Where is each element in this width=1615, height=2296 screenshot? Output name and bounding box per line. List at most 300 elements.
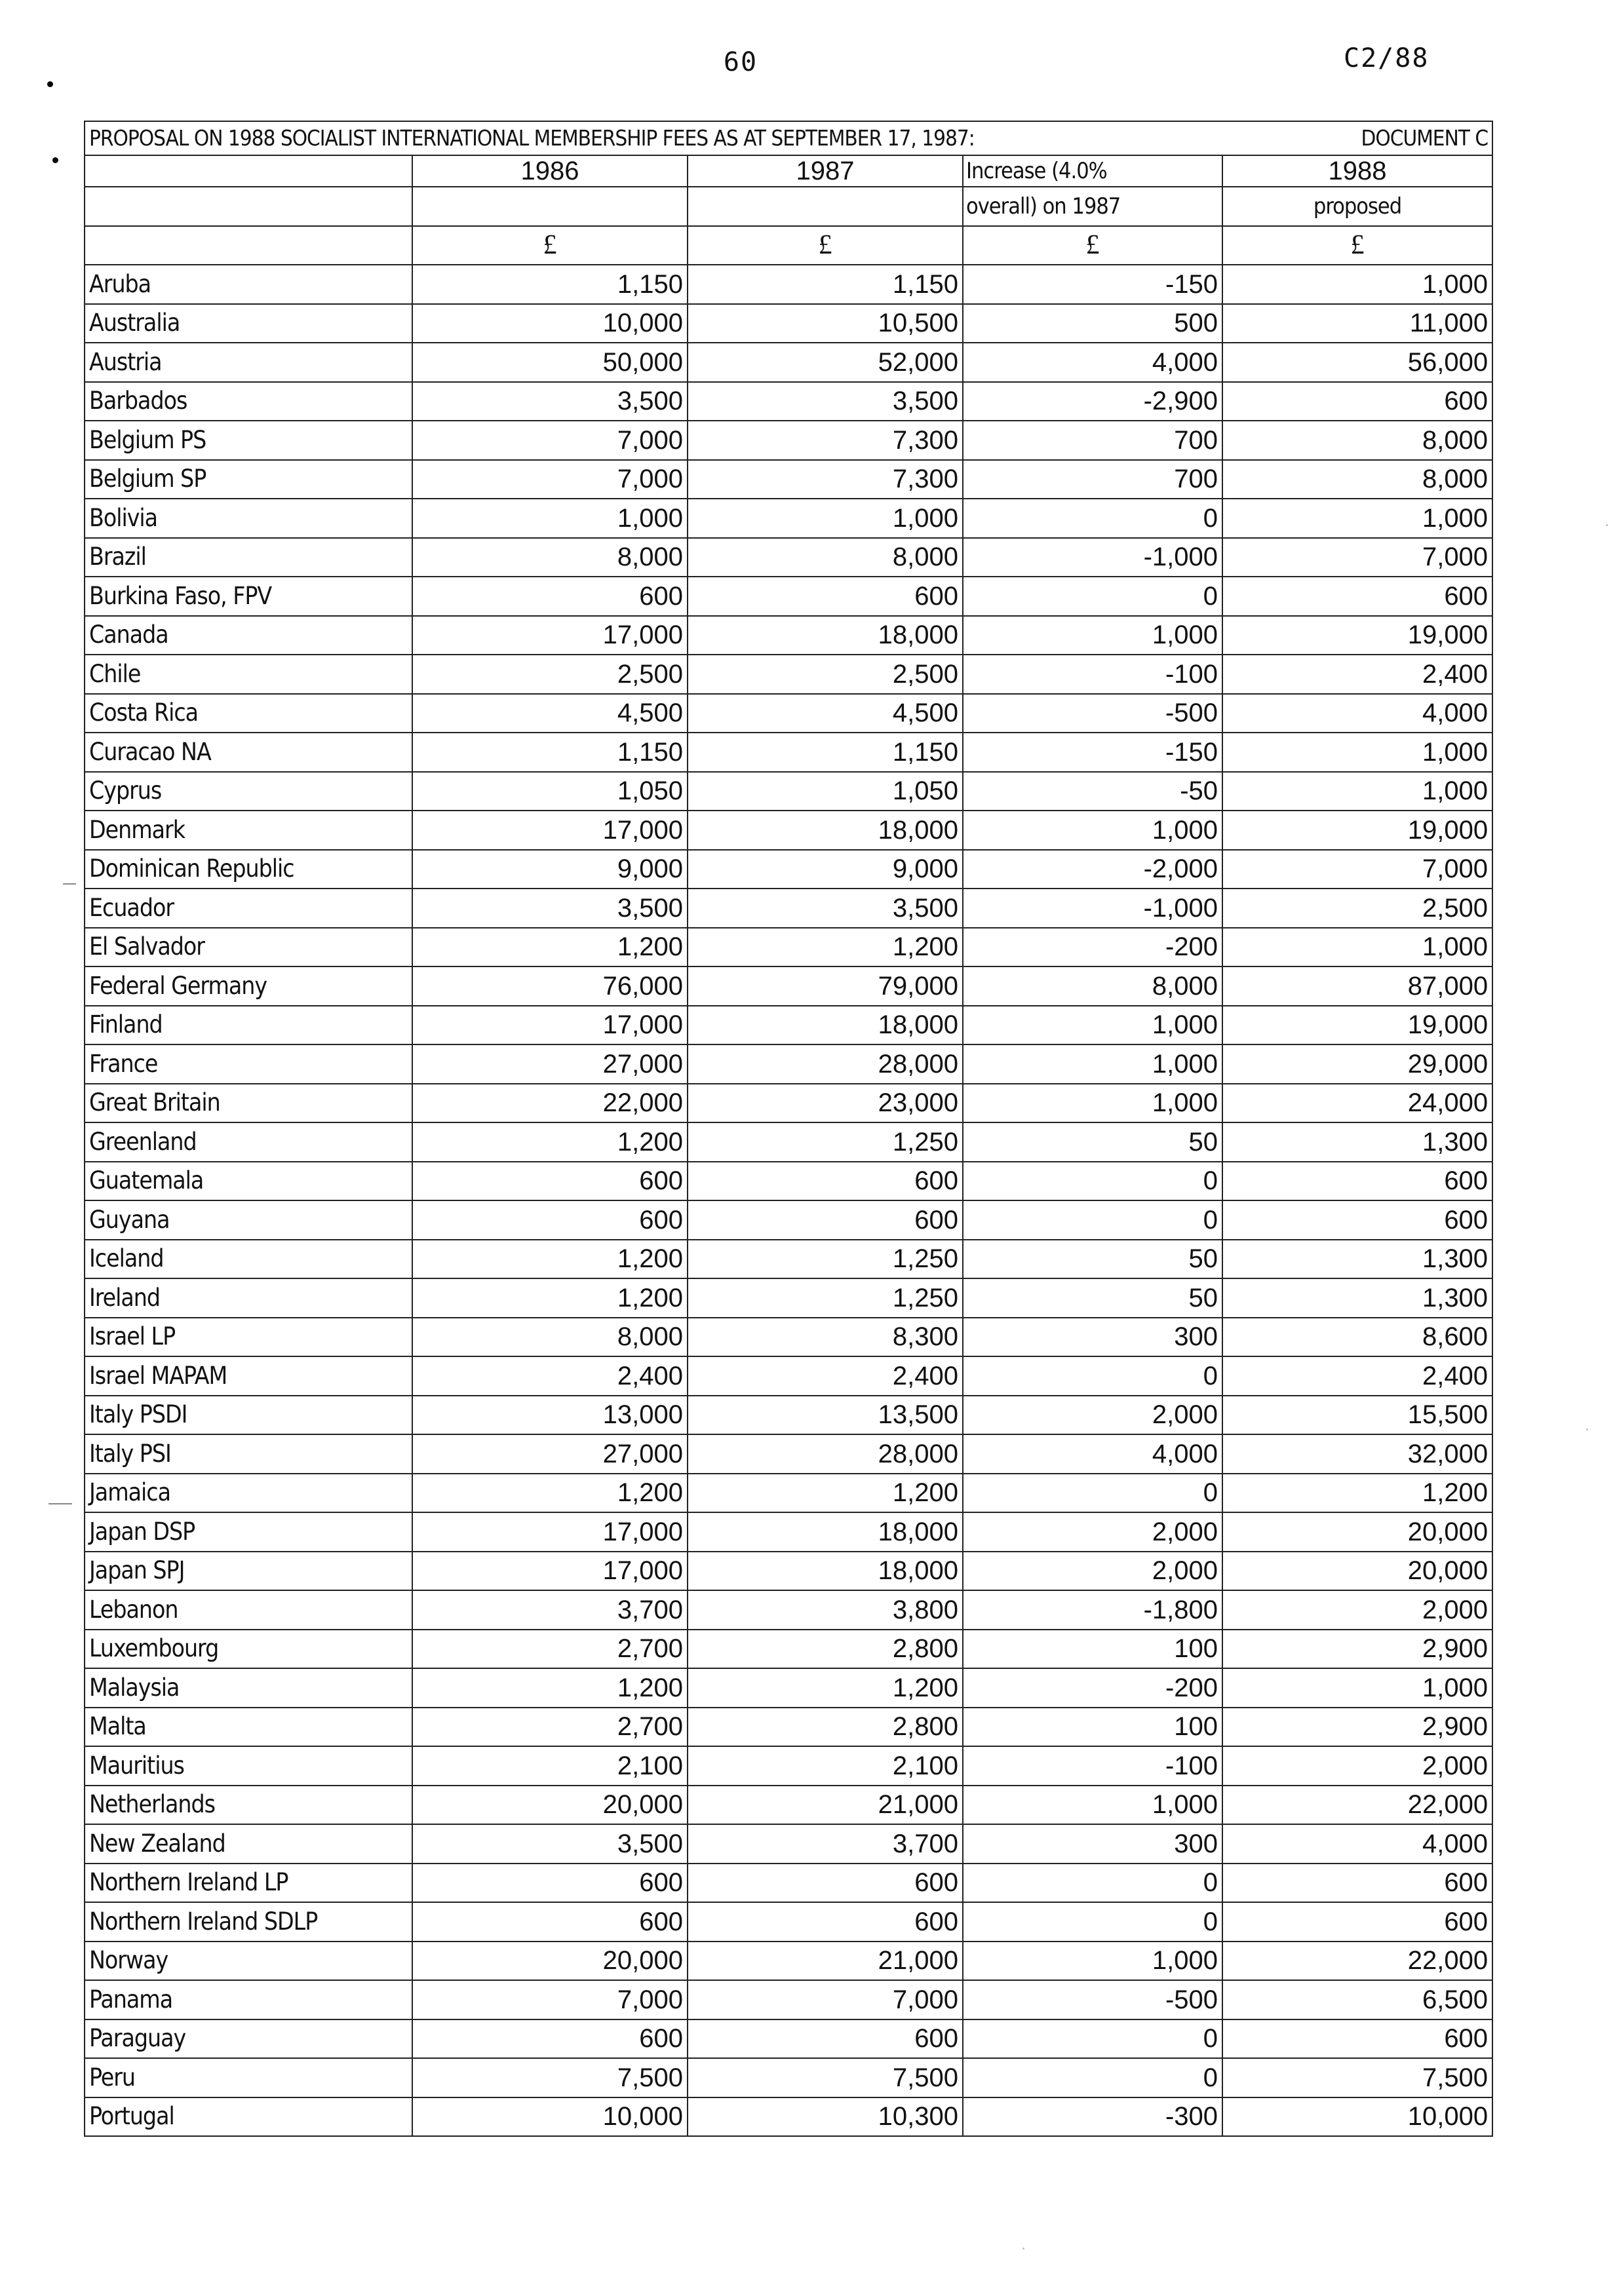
table-row [85,928,1492,967]
country-party-name: Guatemala [85,1162,412,1201]
fee-1986-cell: 1,200 [412,1278,688,1318]
currency-symbol: £ [688,226,963,265]
fee-1987-cell: 18,000 [688,1552,963,1591]
document-reference: C2/88 [1344,43,1430,73]
fee-1986-cell: 1,200 [412,1240,688,1279]
country-party-name: Peru [85,2058,412,2097]
increase-cell: 700 [963,421,1222,460]
fee-1987-cell: 9,000 [688,850,963,889]
fee-1986-cell: 50,000 [412,343,688,382]
table-row [85,1512,1492,1552]
fee-1987-cell: 18,000 [688,1006,963,1045]
page-number: 60 [723,47,758,77]
fee-1988-proposed-cell: 1,000 [1222,772,1492,811]
fee-1986-cell: 17,000 [412,1512,688,1552]
fee-1987-cell: 21,000 [688,1942,963,1981]
increase-cell: -2,900 [963,382,1222,421]
increase-cell: -200 [963,928,1222,967]
fee-1986-cell: 17,000 [412,616,688,655]
fee-1986-cell: 22,000 [412,1084,688,1123]
fee-1987-cell: 28,000 [688,1434,963,1474]
country-party-name: Jamaica [85,1474,412,1513]
country-party-name: Malaysia [85,1668,412,1708]
increase-cell: 0 [963,2058,1222,2097]
fee-1986-cell: 27,000 [412,1044,688,1084]
header-1987: 1987 [688,155,963,187]
increase-cell: 1,000 [963,1006,1222,1045]
fee-1988-proposed-cell: 1,000 [1222,733,1492,772]
country-party-name: Canada [85,616,412,655]
increase-cell: -300 [963,2097,1222,2137]
fee-1986-cell: 4,500 [412,694,688,733]
header-row-years [85,155,1492,187]
margin-dot [47,81,53,87]
table-row [85,1552,1492,1591]
increase-cell: 0 [963,577,1222,616]
fee-1987-cell: 18,000 [688,616,963,655]
fee-1988-proposed-cell: 19,000 [1222,811,1492,850]
country-party-name: Iceland [85,1240,412,1279]
increase-cell: -200 [963,1668,1222,1708]
table-row [85,1356,1492,1396]
increase-cell: 100 [963,1630,1222,1669]
country-party-name: Burkina Faso, FPV [85,577,412,616]
country-party-name: Panama [85,1980,412,2019]
fee-1986-cell: 9,000 [412,850,688,889]
fee-1988-proposed-cell: 10,000 [1222,2097,1492,2137]
country-party-name: Belgium SP [85,460,412,499]
header-blank [85,155,412,187]
country-party-name: Lebanon [85,1590,412,1630]
increase-cell: 0 [963,1474,1222,1513]
header-blank [85,226,412,265]
fee-1987-cell: 18,000 [688,811,963,850]
fee-1987-cell: 2,400 [688,1356,963,1396]
fee-1986-cell: 2,700 [412,1630,688,1669]
table-row [85,1122,1492,1162]
country-party-name: Italy PSI [85,1434,412,1474]
table-row [85,1474,1492,1513]
fee-1987-cell: 3,500 [688,889,963,928]
fee-1986-cell: 7,000 [412,1980,688,2019]
table-row [85,2058,1492,2097]
table-row [85,889,1492,928]
fee-1987-cell: 10,300 [688,2097,963,2137]
fee-1988-proposed-cell: 2,500 [1222,889,1492,928]
fee-1987-cell: 21,000 [688,1786,963,1825]
table-row [85,538,1492,577]
fee-1986-cell: 8,000 [412,1318,688,1357]
table-row [85,1278,1492,1318]
increase-cell: 0 [963,1356,1222,1396]
fee-1988-proposed-cell: 8,000 [1222,460,1492,499]
fee-1986-cell: 76,000 [412,966,688,1006]
fee-1988-proposed-cell: 1,000 [1222,265,1492,304]
table-row [85,1396,1492,1435]
country-party-name: Australia [85,304,412,343]
increase-cell: 1,000 [963,1084,1222,1123]
fee-1988-proposed-cell: 22,000 [1222,1786,1492,1825]
fee-1987-cell: 1,150 [688,265,963,304]
fee-1987-cell: 1,250 [688,1278,963,1318]
fee-1988-proposed-cell: 1,000 [1222,499,1492,538]
fee-1987-cell: 1,200 [688,928,963,967]
fee-1988-proposed-cell: 2,900 [1222,1630,1492,1669]
fee-1988-proposed-cell: 1,000 [1222,1668,1492,1708]
fee-1987-cell: 8,300 [688,1318,963,1357]
fee-1987-cell: 600 [688,1864,963,1903]
country-party-name: Cyprus [85,772,412,811]
currency-symbol: £ [1222,226,1492,265]
fee-1986-cell: 1,200 [412,1122,688,1162]
table-row [85,1824,1492,1864]
fee-1988-proposed-cell: 600 [1222,2019,1492,2059]
increase-cell: 300 [963,1318,1222,1357]
table-row [85,1162,1492,1201]
table-row [85,343,1492,382]
country-party-name: Portugal [85,2097,412,2137]
increase-cell: -2,000 [963,850,1222,889]
header-1988-proposed: proposed [1222,187,1492,226]
country-party-name: Japan DSP [85,1512,412,1552]
country-party-name: Italy PSDI [85,1396,412,1435]
fee-1986-cell: 1,200 [412,1474,688,1513]
increase-cell: 0 [963,2019,1222,2059]
fee-1986-cell: 17,000 [412,1006,688,1045]
table-document-label: DOCUMENT C [1361,125,1489,151]
table-row [85,421,1492,460]
table-title-text: PROPOSAL ON 1988 SOCIALIST INTERNATIONAL MEMBERSHIP FEES AS AT SEPTEMBER 17, 1987: [89,125,975,151]
fee-1986-cell: 3,500 [412,889,688,928]
table-row [85,1746,1492,1786]
fee-1987-cell: 1,250 [688,1122,963,1162]
table-row [85,1200,1492,1240]
table-row [85,1084,1492,1123]
increase-cell: 0 [963,1902,1222,1942]
country-party-name: Austria [85,343,412,382]
country-party-name: Chile [85,655,412,694]
fee-1988-proposed-cell: 15,500 [1222,1396,1492,1435]
increase-cell: 50 [963,1278,1222,1318]
increase-cell: 1,000 [963,616,1222,655]
table-row [85,1434,1492,1474]
table-row [85,577,1492,616]
fee-1988-proposed-cell: 7,500 [1222,2058,1492,2097]
fee-1986-cell: 13,000 [412,1396,688,1435]
fee-1986-cell: 3,700 [412,1590,688,1630]
fee-1988-proposed-cell: 1,200 [1222,1474,1492,1513]
header-blank [688,187,963,226]
table-row [85,265,1492,304]
country-party-name: Ireland [85,1278,412,1318]
fee-1988-proposed-cell: 600 [1222,577,1492,616]
increase-cell: -1,000 [963,889,1222,928]
table-row [85,499,1492,538]
increase-cell: 1,000 [963,1786,1222,1825]
increase-cell: -1,800 [963,1590,1222,1630]
header-blank [412,187,688,226]
fee-1988-proposed-cell: 22,000 [1222,1942,1492,1981]
fee-1987-cell: 3,500 [688,382,963,421]
fee-1987-cell: 1,150 [688,733,963,772]
fee-1988-proposed-cell: 600 [1222,1162,1492,1201]
increase-cell: 300 [963,1824,1222,1864]
increase-cell: -100 [963,1746,1222,1786]
fee-1987-cell: 600 [688,2019,963,2059]
fee-1986-cell: 20,000 [412,1942,688,1981]
header-1988: 1988 [1222,155,1492,187]
fee-1987-cell: 79,000 [688,966,963,1006]
fee-1987-cell: 2,500 [688,655,963,694]
country-party-name: Luxembourg [85,1630,412,1669]
header-row-sub [85,187,1492,226]
increase-cell: -100 [963,655,1222,694]
fee-rows [85,265,1492,2136]
fee-1987-cell: 1,200 [688,1668,963,1708]
fee-1988-proposed-cell: 2,000 [1222,1590,1492,1630]
country-party-name: Ecuador [85,889,412,928]
increase-cell: -500 [963,1980,1222,2019]
table-row [85,1044,1492,1084]
fee-1988-proposed-cell: 8,000 [1222,421,1492,460]
fee-1986-cell: 600 [412,1864,688,1903]
fee-1987-cell: 28,000 [688,1044,963,1084]
fee-1988-proposed-cell: 600 [1222,1902,1492,1942]
country-party-name: Dominican Republic [85,850,412,889]
fee-1986-cell: 2,700 [412,1708,688,1747]
fee-1986-cell: 2,400 [412,1356,688,1396]
country-party-name: Federal Germany [85,966,412,1006]
fee-1988-proposed-cell: 20,000 [1222,1552,1492,1591]
fee-1987-cell: 7,300 [688,421,963,460]
fee-1988-proposed-cell: 87,000 [1222,966,1492,1006]
table-title-row [85,121,1492,155]
table-row [85,966,1492,1006]
increase-cell: 100 [963,1708,1222,1747]
country-party-name: Mauritius [85,1746,412,1786]
fee-1986-cell: 1,200 [412,1668,688,1708]
table-row [85,733,1492,772]
fee-1986-cell: 1,050 [412,772,688,811]
fee-1987-cell: 7,000 [688,1980,963,2019]
header-row-currency [85,226,1492,265]
fee-1986-cell: 1,000 [412,499,688,538]
country-party-name: Norway [85,1942,412,1981]
country-party-name: Northern Ireland LP [85,1864,412,1903]
fee-1988-proposed-cell: 8,600 [1222,1318,1492,1357]
fee-1988-proposed-cell: 1,300 [1222,1122,1492,1162]
fee-1988-proposed-cell: 7,000 [1222,850,1492,889]
table-row [85,1980,1492,2019]
fee-1988-proposed-cell: 1,000 [1222,928,1492,967]
table-row [85,1006,1492,1045]
header-increase-line2: overall) on 1987 [963,187,1222,226]
fee-1986-cell: 10,000 [412,304,688,343]
table-row [85,1590,1492,1630]
fee-1987-cell: 7,300 [688,460,963,499]
fee-1988-proposed-cell: 600 [1222,382,1492,421]
fee-1988-proposed-cell: 600 [1222,1864,1492,1903]
increase-cell: 1,000 [963,1044,1222,1084]
table-row [85,382,1492,421]
fee-1987-cell: 2,800 [688,1708,963,1747]
country-party-name: Greenland [85,1122,412,1162]
country-party-name: Belgium PS [85,421,412,460]
table-row [85,304,1492,343]
fee-1986-cell: 8,000 [412,538,688,577]
increase-cell: -500 [963,694,1222,733]
increase-cell: 2,000 [963,1552,1222,1591]
increase-cell: -150 [963,265,1222,304]
table-row [85,616,1492,655]
country-party-name: Guyana [85,1200,412,1240]
fee-1987-cell: 1,250 [688,1240,963,1279]
scan-speck [1606,524,1608,526]
fee-1986-cell: 600 [412,1162,688,1201]
table-row [85,1708,1492,1747]
fee-1986-cell: 3,500 [412,1824,688,1864]
increase-cell: -1,000 [963,538,1222,577]
header-blank [85,187,412,226]
fee-1987-cell: 18,000 [688,1512,963,1552]
fee-1986-cell: 1,150 [412,733,688,772]
fee-1986-cell: 600 [412,1200,688,1240]
header-1986: 1986 [412,155,688,187]
fee-1988-proposed-cell: 1,300 [1222,1240,1492,1279]
fee-1986-cell: 7,000 [412,460,688,499]
country-party-name: Curacao NA [85,733,412,772]
country-party-name: Barbados [85,382,412,421]
table-row [85,1668,1492,1708]
table-row [85,1318,1492,1357]
increase-cell: 4,000 [963,1434,1222,1474]
increase-cell: 0 [963,1200,1222,1240]
fee-1987-cell: 2,100 [688,1746,963,1786]
fee-1987-cell: 600 [688,1200,963,1240]
country-party-name: France [85,1044,412,1084]
fee-1986-cell: 27,000 [412,1434,688,1474]
fee-1987-cell: 10,500 [688,304,963,343]
fee-1986-cell: 20,000 [412,1786,688,1825]
table-row [85,655,1492,694]
currency-symbol: £ [412,226,688,265]
fee-1987-cell: 600 [688,1902,963,1942]
fee-1987-cell: 2,800 [688,1630,963,1669]
country-party-name: Bolivia [85,499,412,538]
fee-1988-proposed-cell: 2,400 [1222,655,1492,694]
fee-1986-cell: 17,000 [412,811,688,850]
increase-cell: 0 [963,1162,1222,1201]
fee-1988-proposed-cell: 19,000 [1222,616,1492,655]
country-party-name: Japan SPJ [85,1552,412,1591]
country-party-name: Costa Rica [85,694,412,733]
membership-fees-table [84,121,1493,2137]
fee-1987-cell: 3,800 [688,1590,963,1630]
table-row [85,1942,1492,1981]
fee-1986-cell: 3,500 [412,382,688,421]
fee-1988-proposed-cell: 2,900 [1222,1708,1492,1747]
country-party-name: New Zealand [85,1824,412,1864]
fee-1988-proposed-cell: 32,000 [1222,1434,1492,1474]
table-row [85,694,1492,733]
fee-1988-proposed-cell: 11,000 [1222,304,1492,343]
fee-1988-proposed-cell: 29,000 [1222,1044,1492,1084]
fee-1986-cell: 7,000 [412,421,688,460]
fee-1987-cell: 7,500 [688,2058,963,2097]
fee-1988-proposed-cell: 24,000 [1222,1084,1492,1123]
fee-1986-cell: 600 [412,2019,688,2059]
scan-speck [1022,2248,1024,2249]
fee-1987-cell: 8,000 [688,538,963,577]
table-row [85,1630,1492,1669]
table-row [85,460,1492,499]
fee-1988-proposed-cell: 1,300 [1222,1278,1492,1318]
fee-1988-proposed-cell: 6,500 [1222,1980,1492,2019]
increase-cell: 8,000 [963,966,1222,1006]
increase-cell: 2,000 [963,1396,1222,1435]
fee-1988-proposed-cell: 2,400 [1222,1356,1492,1396]
fee-1987-cell: 600 [688,1162,963,1201]
fee-1988-proposed-cell: 600 [1222,1200,1492,1240]
country-party-name: Brazil [85,538,412,577]
fee-1988-proposed-cell: 56,000 [1222,343,1492,382]
increase-cell: 50 [963,1122,1222,1162]
country-party-name: Northern Ireland SDLP [85,1902,412,1942]
country-party-name: Great Britain [85,1084,412,1123]
fee-1986-cell: 10,000 [412,2097,688,2137]
table-row [85,2097,1492,2137]
fee-1988-proposed-cell: 19,000 [1222,1006,1492,1045]
table-row [85,1240,1492,1279]
fee-1987-cell: 1,000 [688,499,963,538]
currency-symbol: £ [963,226,1222,265]
fee-1987-cell: 13,500 [688,1396,963,1435]
table-row [85,811,1492,850]
table-title [85,121,1492,155]
country-party-name: Israel MAPAM [85,1356,412,1396]
fee-1986-cell: 7,500 [412,2058,688,2097]
fee-1986-cell: 17,000 [412,1552,688,1591]
fee-1986-cell: 2,500 [412,655,688,694]
fee-1988-proposed-cell: 20,000 [1222,1512,1492,1552]
country-party-name: Israel LP [85,1318,412,1357]
increase-cell: 4,000 [963,343,1222,382]
fee-1988-proposed-cell: 2,000 [1222,1746,1492,1786]
scan-speck [1586,1428,1588,1430]
increase-cell: -50 [963,772,1222,811]
increase-cell: 700 [963,460,1222,499]
increase-cell: 0 [963,499,1222,538]
increase-cell: 2,000 [963,1512,1222,1552]
country-party-name: El Salvador [85,928,412,967]
fee-1987-cell: 23,000 [688,1084,963,1123]
country-party-name: Paraguay [85,2019,412,2059]
margin-mark [49,1503,72,1504]
country-party-name: Aruba [85,265,412,304]
country-party-name: Finland [85,1006,412,1045]
margin-mark [63,883,76,885]
table-row [85,1902,1492,1942]
fee-1986-cell: 1,150 [412,265,688,304]
fee-1988-proposed-cell: 4,000 [1222,694,1492,733]
fee-1987-cell: 3,700 [688,1824,963,1864]
country-party-name: Malta [85,1708,412,1747]
fee-1987-cell: 4,500 [688,694,963,733]
fee-1987-cell: 52,000 [688,343,963,382]
fee-1986-cell: 600 [412,577,688,616]
increase-cell: 1,000 [963,811,1222,850]
increase-cell: 1,000 [963,1942,1222,1981]
